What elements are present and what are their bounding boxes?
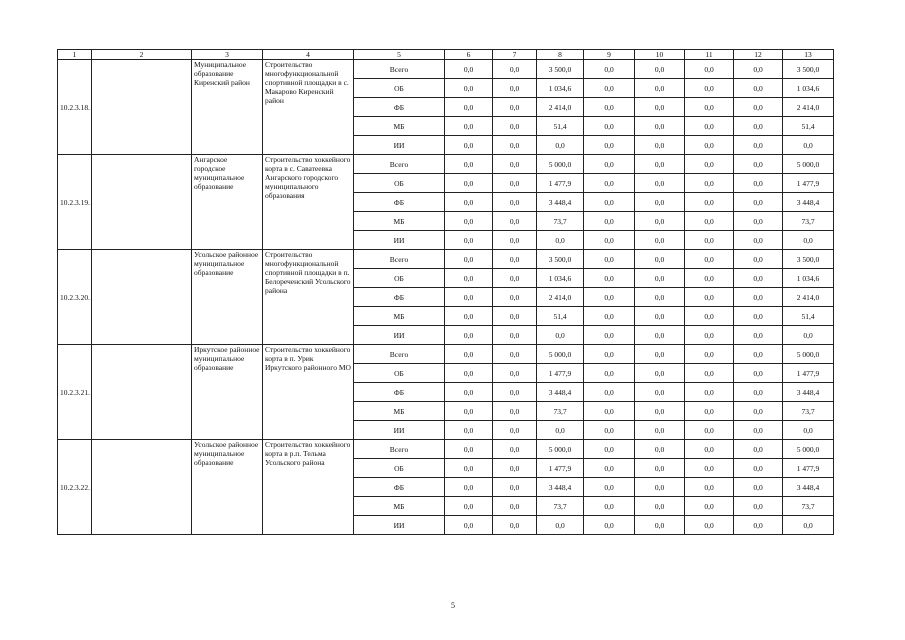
amount-col-13: 5 000,0 — [783, 155, 834, 174]
amount-col-9: 0,0 — [584, 364, 635, 383]
amount-col-11: 0,0 — [685, 174, 734, 193]
amount-col-12: 0,0 — [734, 269, 783, 288]
amount-col-10: 0,0 — [635, 174, 685, 193]
amount-col-10: 0,0 — [635, 478, 685, 497]
column-number-1: 1 — [58, 50, 92, 60]
amount-col-10: 0,0 — [635, 193, 685, 212]
amount-col-6: 0,0 — [445, 345, 493, 364]
amount-col-6: 0,0 — [445, 174, 493, 193]
amount-col-7: 0,0 — [493, 383, 537, 402]
amount-col-7: 0,0 — [493, 402, 537, 421]
amount-col-11: 0,0 — [685, 497, 734, 516]
amount-col-9: 0,0 — [584, 60, 635, 79]
funding-source: ИИ — [354, 136, 445, 155]
funding-source: ФБ — [354, 288, 445, 307]
amount-col-9: 0,0 — [584, 440, 635, 459]
amount-col-12: 0,0 — [734, 307, 783, 326]
amount-col-13: 3 448,4 — [783, 383, 834, 402]
amount-col-7: 0,0 — [493, 288, 537, 307]
amount-col-7: 0,0 — [493, 516, 537, 535]
amount-col-7: 0,0 — [493, 60, 537, 79]
amount-col-6: 0,0 — [445, 231, 493, 250]
amount-col-7: 0,0 — [493, 193, 537, 212]
amount-col-8: 3 500,0 — [537, 250, 584, 269]
amount-col-12: 0,0 — [734, 383, 783, 402]
amount-col-9: 0,0 — [584, 326, 635, 345]
funding-source: ОБ — [354, 364, 445, 383]
amount-col-9: 0,0 — [584, 269, 635, 288]
column-2-cell — [92, 345, 192, 440]
amount-col-6: 0,0 — [445, 459, 493, 478]
amount-col-11: 0,0 — [685, 60, 734, 79]
amount-col-8: 5 000,0 — [537, 345, 584, 364]
amount-col-7: 0,0 — [493, 440, 537, 459]
amount-col-13: 0,0 — [783, 231, 834, 250]
amount-col-13: 0,0 — [783, 326, 834, 345]
amount-col-11: 0,0 — [685, 212, 734, 231]
amount-col-12: 0,0 — [734, 117, 783, 136]
amount-col-12: 0,0 — [734, 288, 783, 307]
amount-col-8: 3 448,4 — [537, 478, 584, 497]
amount-col-10: 0,0 — [635, 364, 685, 383]
amount-col-9: 0,0 — [584, 98, 635, 117]
amount-col-9: 0,0 — [584, 497, 635, 516]
column-number-2: 2 — [92, 50, 192, 60]
amount-col-6: 0,0 — [445, 440, 493, 459]
project-description: Строительство хоккейного корта в п. Урик Иркутского районного МО — [263, 345, 354, 440]
amount-col-6: 0,0 — [445, 497, 493, 516]
amount-col-10: 0,0 — [635, 117, 685, 136]
amount-col-13: 3 448,4 — [783, 193, 834, 212]
amount-col-8: 1 034,6 — [537, 79, 584, 98]
column-number-6: 6 — [445, 50, 493, 60]
funding-source: Всего — [354, 60, 445, 79]
amount-col-11: 0,0 — [685, 307, 734, 326]
project-description: Строительство хоккейного корта в с. Саватеевка Ангарского городского муниципального образования — [263, 155, 354, 250]
amount-col-10: 0,0 — [635, 231, 685, 250]
organization-name: Ангарское городское муниципальное образование — [192, 155, 263, 250]
amount-col-12: 0,0 — [734, 478, 783, 497]
amount-col-13: 1 477,9 — [783, 364, 834, 383]
amount-col-13: 5 000,0 — [783, 440, 834, 459]
amount-col-6: 0,0 — [445, 364, 493, 383]
amount-col-8: 51,4 — [537, 117, 584, 136]
amount-col-12: 0,0 — [734, 231, 783, 250]
amount-col-9: 0,0 — [584, 193, 635, 212]
amount-col-13: 73,7 — [783, 497, 834, 516]
amount-col-11: 0,0 — [685, 402, 734, 421]
amount-col-13: 1 477,9 — [783, 459, 834, 478]
amount-col-6: 0,0 — [445, 326, 493, 345]
amount-col-12: 0,0 — [734, 402, 783, 421]
amount-col-9: 0,0 — [584, 231, 635, 250]
amount-col-10: 0,0 — [635, 516, 685, 535]
amount-col-6: 0,0 — [445, 269, 493, 288]
amount-col-10: 0,0 — [635, 269, 685, 288]
table-row — [58, 155, 834, 174]
amount-col-13: 0,0 — [783, 516, 834, 535]
amount-col-6: 0,0 — [445, 250, 493, 269]
amount-col-8: 73,7 — [537, 212, 584, 231]
amount-col-12: 0,0 — [734, 136, 783, 155]
amount-col-11: 0,0 — [685, 250, 734, 269]
amount-col-7: 0,0 — [493, 231, 537, 250]
amount-col-12: 0,0 — [734, 98, 783, 117]
amount-col-7: 0,0 — [493, 307, 537, 326]
organization-name: Усольское районное муниципальное образование — [192, 440, 263, 535]
column-2-cell — [92, 250, 192, 345]
amount-col-12: 0,0 — [734, 174, 783, 193]
amount-col-8: 1 477,9 — [537, 364, 584, 383]
column-2-cell — [92, 60, 192, 155]
amount-col-10: 0,0 — [635, 459, 685, 478]
amount-col-9: 0,0 — [584, 136, 635, 155]
amount-col-6: 0,0 — [445, 136, 493, 155]
amount-col-8: 3 448,4 — [537, 383, 584, 402]
amount-col-9: 0,0 — [584, 117, 635, 136]
amount-col-11: 0,0 — [685, 288, 734, 307]
funding-source: ФБ — [354, 193, 445, 212]
amount-col-12: 0,0 — [734, 345, 783, 364]
amount-col-12: 0,0 — [734, 60, 783, 79]
amount-col-9: 0,0 — [584, 478, 635, 497]
amount-col-13: 3 448,4 — [783, 478, 834, 497]
amount-col-6: 0,0 — [445, 383, 493, 402]
amount-col-7: 0,0 — [493, 117, 537, 136]
column-number-3: 3 — [192, 50, 263, 60]
amount-col-6: 0,0 — [445, 516, 493, 535]
amount-col-7: 0,0 — [493, 326, 537, 345]
amount-col-11: 0,0 — [685, 269, 734, 288]
project-description: Строительство многофункциональной спортивной площадки в п. Белореченский Усольского района — [263, 250, 354, 345]
amount-col-6: 0,0 — [445, 155, 493, 174]
funding-source: ОБ — [354, 174, 445, 193]
amount-col-8: 3 500,0 — [537, 60, 584, 79]
amount-col-11: 0,0 — [685, 421, 734, 440]
project-description: Строительство хоккейного корта в р.п. Тельма Усольского района — [263, 440, 354, 535]
amount-col-8: 5 000,0 — [537, 440, 584, 459]
amount-col-13: 73,7 — [783, 212, 834, 231]
funding-source: ОБ — [354, 459, 445, 478]
amount-col-12: 0,0 — [734, 497, 783, 516]
amount-col-10: 0,0 — [635, 60, 685, 79]
amount-col-9: 0,0 — [584, 79, 635, 98]
amount-col-6: 0,0 — [445, 79, 493, 98]
funding-source: МБ — [354, 402, 445, 421]
amount-col-9: 0,0 — [584, 212, 635, 231]
column-number-4: 4 — [263, 50, 354, 60]
amount-col-8: 1 477,9 — [537, 459, 584, 478]
amount-col-11: 0,0 — [685, 136, 734, 155]
amount-col-9: 0,0 — [584, 288, 635, 307]
amount-col-8: 1 477,9 — [537, 174, 584, 193]
amount-col-11: 0,0 — [685, 79, 734, 98]
amount-col-12: 0,0 — [734, 516, 783, 535]
amount-col-11: 0,0 — [685, 231, 734, 250]
amount-col-7: 0,0 — [493, 155, 537, 174]
table-row — [58, 345, 834, 364]
organization-name: Иркутское районное муниципальное образование — [192, 345, 263, 440]
amount-col-6: 0,0 — [445, 478, 493, 497]
amount-col-6: 0,0 — [445, 307, 493, 326]
amount-col-9: 0,0 — [584, 402, 635, 421]
page-number: 5 — [451, 601, 455, 610]
organization-name: Усольское районное муниципальное образование — [192, 250, 263, 345]
column-2-cell — [92, 155, 192, 250]
column-number-7: 7 — [493, 50, 537, 60]
amount-col-13: 3 500,0 — [783, 60, 834, 79]
amount-col-13: 1 034,6 — [783, 269, 834, 288]
amount-col-7: 0,0 — [493, 98, 537, 117]
column-number-10: 10 — [635, 50, 685, 60]
amount-col-7: 0,0 — [493, 174, 537, 193]
amount-col-13: 1 477,9 — [783, 174, 834, 193]
amount-col-11: 0,0 — [685, 440, 734, 459]
amount-col-7: 0,0 — [493, 345, 537, 364]
column-number-row — [58, 50, 834, 60]
amount-col-10: 0,0 — [635, 79, 685, 98]
amount-col-6: 0,0 — [445, 421, 493, 440]
funding-source: ИИ — [354, 516, 445, 535]
amount-col-9: 0,0 — [584, 345, 635, 364]
amount-col-6: 0,0 — [445, 212, 493, 231]
amount-col-11: 0,0 — [685, 193, 734, 212]
funding-source: ФБ — [354, 383, 445, 402]
amount-col-11: 0,0 — [685, 117, 734, 136]
amount-col-8: 0,0 — [537, 326, 584, 345]
budget-table — [57, 49, 834, 535]
funding-source: ОБ — [354, 269, 445, 288]
column-number-9: 9 — [584, 50, 635, 60]
project-description: Строительство многофункциональной спортивной площадки в с. Макарово Киренский район — [263, 60, 354, 155]
column-2-cell — [92, 440, 192, 535]
amount-col-9: 0,0 — [584, 250, 635, 269]
amount-col-8: 1 034,6 — [537, 269, 584, 288]
amount-col-9: 0,0 — [584, 307, 635, 326]
amount-col-8: 0,0 — [537, 516, 584, 535]
funding-source: Всего — [354, 155, 445, 174]
amount-col-13: 51,4 — [783, 307, 834, 326]
amount-col-11: 0,0 — [685, 326, 734, 345]
amount-col-10: 0,0 — [635, 402, 685, 421]
funding-source: ИИ — [354, 421, 445, 440]
column-number-12: 12 — [734, 50, 783, 60]
funding-source: ФБ — [354, 478, 445, 497]
funding-source: ИИ — [354, 326, 445, 345]
amount-col-7: 0,0 — [493, 136, 537, 155]
amount-col-12: 0,0 — [734, 364, 783, 383]
amount-col-8: 51,4 — [537, 307, 584, 326]
amount-col-13: 1 034,6 — [783, 79, 834, 98]
table-row — [58, 60, 834, 79]
organization-name: Муниципальное образование Киренский район — [192, 60, 263, 155]
amount-col-10: 0,0 — [635, 383, 685, 402]
amount-col-10: 0,0 — [635, 326, 685, 345]
amount-col-10: 0,0 — [635, 136, 685, 155]
amount-col-6: 0,0 — [445, 98, 493, 117]
amount-col-13: 0,0 — [783, 136, 834, 155]
funding-source: МБ — [354, 212, 445, 231]
amount-col-11: 0,0 — [685, 345, 734, 364]
amount-col-12: 0,0 — [734, 250, 783, 269]
amount-col-7: 0,0 — [493, 364, 537, 383]
amount-col-7: 0,0 — [493, 478, 537, 497]
amount-col-9: 0,0 — [584, 516, 635, 535]
amount-col-12: 0,0 — [734, 193, 783, 212]
amount-col-7: 0,0 — [493, 79, 537, 98]
amount-col-8: 2 414,0 — [537, 288, 584, 307]
amount-col-9: 0,0 — [584, 174, 635, 193]
table-row — [58, 250, 834, 269]
funding-source: Всего — [354, 250, 445, 269]
amount-col-11: 0,0 — [685, 478, 734, 497]
column-number-5: 5 — [354, 50, 445, 60]
funding-source: МБ — [354, 117, 445, 136]
amount-col-8: 3 448,4 — [537, 193, 584, 212]
funding-source: МБ — [354, 307, 445, 326]
amount-col-12: 0,0 — [734, 79, 783, 98]
amount-col-12: 0,0 — [734, 155, 783, 174]
funding-source: Всего — [354, 345, 445, 364]
amount-col-7: 0,0 — [493, 497, 537, 516]
amount-col-13: 2 414,0 — [783, 98, 834, 117]
amount-col-10: 0,0 — [635, 440, 685, 459]
amount-col-9: 0,0 — [584, 155, 635, 174]
amount-col-6: 0,0 — [445, 402, 493, 421]
amount-col-8: 73,7 — [537, 402, 584, 421]
item-number: 10.2.3.18. — [58, 60, 92, 155]
amount-col-8: 0,0 — [537, 231, 584, 250]
funding-source: Всего — [354, 440, 445, 459]
amount-col-6: 0,0 — [445, 60, 493, 79]
amount-col-13: 3 500,0 — [783, 250, 834, 269]
amount-col-8: 5 000,0 — [537, 155, 584, 174]
amount-col-8: 73,7 — [537, 497, 584, 516]
amount-col-11: 0,0 — [685, 516, 734, 535]
item-number: 10.2.3.19. — [58, 155, 92, 250]
funding-source: ИИ — [354, 231, 445, 250]
amount-col-8: 2 414,0 — [537, 98, 584, 117]
amount-col-12: 0,0 — [734, 440, 783, 459]
funding-source: МБ — [354, 497, 445, 516]
amount-col-9: 0,0 — [584, 383, 635, 402]
amount-col-10: 0,0 — [635, 421, 685, 440]
amount-col-6: 0,0 — [445, 117, 493, 136]
column-number-11: 11 — [685, 50, 734, 60]
amount-col-12: 0,0 — [734, 326, 783, 345]
amount-col-10: 0,0 — [635, 212, 685, 231]
item-number: 10.2.3.20. — [58, 250, 92, 345]
amount-col-10: 0,0 — [635, 98, 685, 117]
amount-col-8: 0,0 — [537, 136, 584, 155]
funding-source: ФБ — [354, 98, 445, 117]
amount-col-11: 0,0 — [685, 155, 734, 174]
amount-col-10: 0,0 — [635, 307, 685, 326]
amount-col-7: 0,0 — [493, 421, 537, 440]
amount-col-12: 0,0 — [734, 459, 783, 478]
amount-col-10: 0,0 — [635, 155, 685, 174]
amount-col-6: 0,0 — [445, 193, 493, 212]
amount-col-11: 0,0 — [685, 364, 734, 383]
amount-col-7: 0,0 — [493, 459, 537, 478]
item-number: 10.2.3.22. — [58, 440, 92, 535]
amount-col-7: 0,0 — [493, 250, 537, 269]
amount-col-11: 0,0 — [685, 459, 734, 478]
amount-col-13: 2 414,0 — [783, 288, 834, 307]
amount-col-7: 0,0 — [493, 212, 537, 231]
amount-col-13: 51,4 — [783, 117, 834, 136]
column-number-13: 13 — [783, 50, 834, 60]
amount-col-13: 73,7 — [783, 402, 834, 421]
amount-col-7: 0,0 — [493, 269, 537, 288]
amount-col-12: 0,0 — [734, 212, 783, 231]
amount-col-12: 0,0 — [734, 421, 783, 440]
amount-col-11: 0,0 — [685, 98, 734, 117]
amount-col-10: 0,0 — [635, 497, 685, 516]
table-row — [58, 440, 834, 459]
item-number: 10.2.3.21. — [58, 345, 92, 440]
amount-col-6: 0,0 — [445, 288, 493, 307]
column-number-8: 8 — [537, 50, 584, 60]
amount-col-10: 0,0 — [635, 345, 685, 364]
amount-col-13: 5 000,0 — [783, 345, 834, 364]
amount-col-11: 0,0 — [685, 383, 734, 402]
amount-col-10: 0,0 — [635, 250, 685, 269]
amount-col-9: 0,0 — [584, 459, 635, 478]
amount-col-13: 0,0 — [783, 421, 834, 440]
amount-col-10: 0,0 — [635, 288, 685, 307]
funding-source: ОБ — [354, 79, 445, 98]
amount-col-9: 0,0 — [584, 421, 635, 440]
amount-col-8: 0,0 — [537, 421, 584, 440]
